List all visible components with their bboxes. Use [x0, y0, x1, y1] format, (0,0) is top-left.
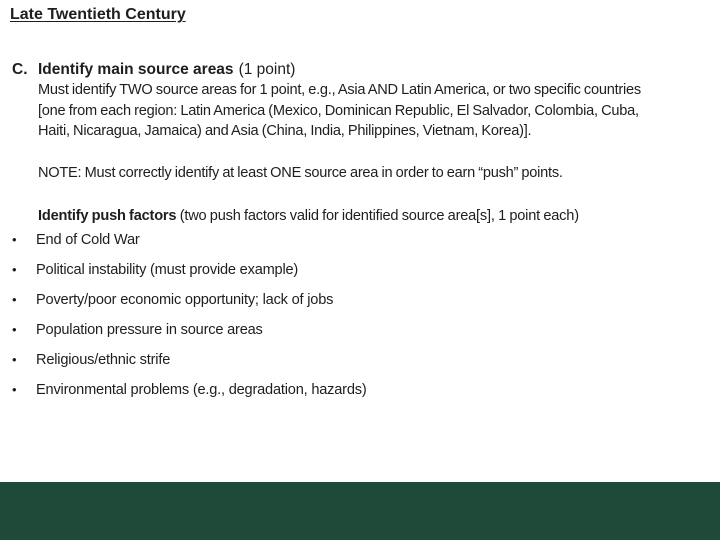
bullet-icon: • — [12, 381, 17, 397]
push-factors-description: (two push factors valid for identified source area[s], 1 point each) — [179, 207, 579, 224]
list-item-text: Population pressure in source areas — [36, 321, 263, 338]
bullet-icon: • — [12, 291, 17, 307]
list-item-text: End of Cold War — [36, 231, 140, 248]
bullet-icon: • — [12, 231, 17, 247]
section-heading: Late Twentieth Century — [10, 6, 186, 23]
list-item — [12, 350, 712, 380]
section-points: (1 point) — [238, 61, 296, 78]
list-item-text: Poverty/poor economic opportunity; lack of jobs — [36, 291, 334, 308]
bullet-icon: • — [12, 321, 17, 337]
list-item — [12, 230, 712, 260]
note-text: NOTE: Must correctly identify at least ONE source area in order to earn “push” points. — [38, 164, 563, 181]
list-item-text: Environmental problems (e.g., degradation, hazards) — [36, 381, 367, 398]
requirement-paragraph — [38, 80, 712, 142]
footer-band — [0, 482, 720, 540]
push-factors-title: Identify push factors — [38, 207, 177, 224]
push-factors-header — [38, 206, 712, 226]
list-item — [12, 290, 712, 320]
requirement-line: Must identify TWO source areas for 1 point, e.g., Asia AND Latin America, or two specific countries — [38, 82, 641, 98]
list-item-text: Religious/ethnic strife — [36, 351, 171, 368]
bullet-icon: • — [12, 261, 17, 277]
requirement-line: [one from each region: Latin America (Mexico, Dominican Republic, El Salvador, Colombia, Cuba, — [38, 102, 639, 119]
push-factors-list — [12, 230, 712, 410]
section-title: Identify main source areas — [38, 61, 234, 78]
bullet-icon: • — [12, 351, 17, 367]
section-c — [12, 60, 712, 410]
list-item — [12, 260, 712, 290]
requirement-line: Haiti, Nicaragua, Jamaica) and Asia (China, India, Philippines, Vietnam, Korea)]. — [38, 123, 532, 139]
list-item-text: Political instability (must provide example) — [36, 261, 299, 278]
section-letter: C. — [12, 61, 28, 78]
list-item — [12, 320, 712, 350]
list-item — [12, 380, 712, 410]
section-c-header — [12, 60, 712, 80]
